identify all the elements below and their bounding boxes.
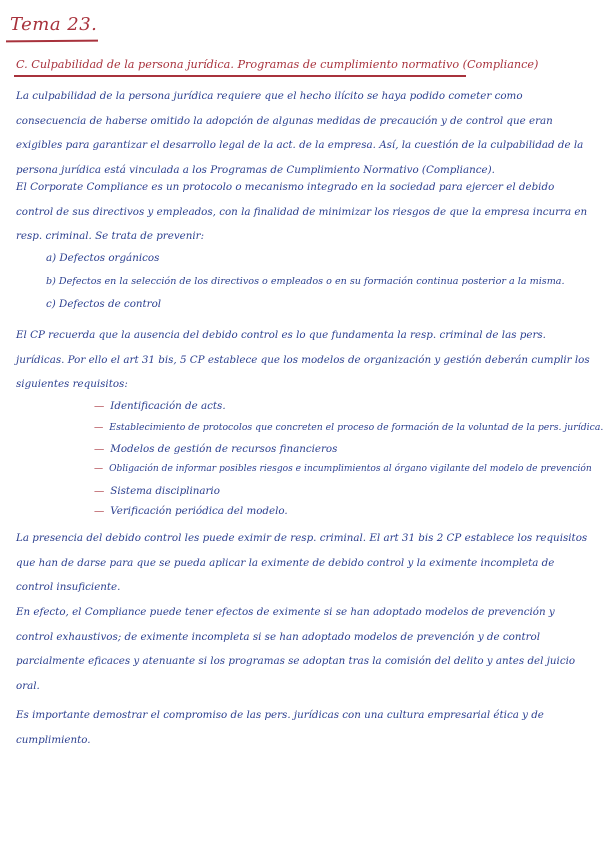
paragraph-commitment: Es importante demostrar el compromiso de las pers. jurídicas con una cultura empresarial ética y de cumplimiento.	[16, 709, 544, 746]
dash-marker: —	[94, 443, 105, 455]
defect-item-b: b) Defectos en la selección de los directivos o empleados o en su formación continua posterior a la misma.	[46, 276, 565, 287]
requirement-item: — Sistema disciplinario	[94, 485, 220, 497]
heading-underline	[14, 75, 466, 77]
dash-marker: —	[94, 400, 105, 412]
requirement-item: — Verificación periódica del modelo.	[94, 505, 288, 517]
paragraph-exemption: La presencia del debido control les puede eximir de resp. criminal. El art 31 bis 2 CP establece los requisitos que han de darse para que se pueda aplicar la eximente de debido control y la eximente incompleta de control insuficiente.	[16, 532, 588, 593]
dash-marker: —	[94, 485, 105, 497]
requirement-item: — Obligación de informar posibles riesgos e incumplimientos al órgano vigilante del modelo de prevención	[94, 464, 592, 474]
paragraph-compliance-effects: En efecto, el Compliance puede tener efectos de eximente si se han adoptado modelos de prevención y control exhaustivos; de eximente incompleta si se han adoptado modelos de prevención y de control parcialmente eficaces y atenuante si los programas se adoptan tras la comisión del delito y antes del juicio oral.	[16, 606, 576, 692]
requirement-item: — Establecimiento de protocolos que concreten el proceso de formación de la voluntad de la pers. jurídica.	[94, 422, 604, 433]
paragraph-compliance-definition: El Corporate Compliance es un protocolo o mecanismo integrado en la sociedad para ejercer el debido control de sus directivos y empleados, con la finalidad de minimizar los riesgos de que la empresa incurra en resp. criminal. Se trata de prevenir:	[16, 181, 588, 242]
page-title: Tema 23.	[10, 14, 98, 35]
requirement-item: — Modelos de gestión de recursos financieros	[94, 443, 338, 455]
paragraph-cp-requirements: El CP recuerda que la ausencia del debido control es lo que fundamenta la resp. criminal de las pers. jurídicas. Por ello el art 31 bis, 5 CP establece que los modelos de organización y gestión deberán cumplir los siguientes requisitos:	[16, 329, 590, 390]
defect-item-c: c) Defectos de control	[46, 298, 162, 310]
defect-item-a: a) Defectos orgánicos	[46, 252, 160, 264]
dash-marker: —	[94, 505, 105, 517]
paragraph-culpability: La culpabilidad de la persona jurídica requiere que el hecho ilícito se haya podido cometer como consecuencia de haberse omitido la adopción de algunas medidas de precaución y de control que eran exigibles para garantizar el desarrollo legal de la act. de la empresa. Así, la cuestión de la culpabilidad de la persona jurídica está vinculada a los Programas de Cumplimiento Normativo (Compliance).	[16, 90, 584, 176]
title-underline	[6, 40, 98, 43]
requirement-item: — Identificación de acts.	[94, 400, 226, 412]
dash-marker: —	[94, 422, 104, 433]
section-heading: C. Culpabilidad de la persona jurídica. Programas de cumplimiento normativo (Compliance)	[16, 58, 539, 71]
dash-marker: —	[94, 464, 104, 474]
